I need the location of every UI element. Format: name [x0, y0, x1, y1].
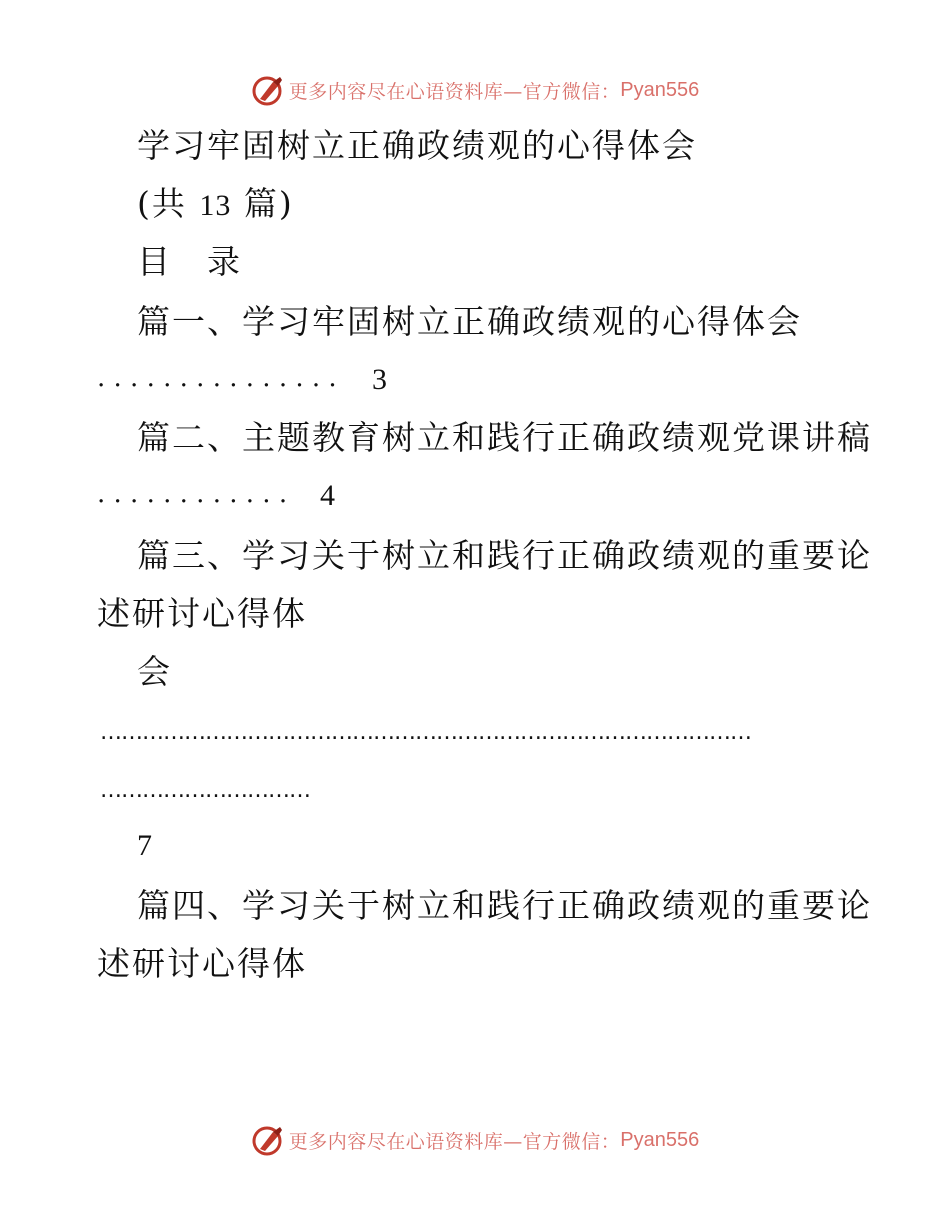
count-close: 篇) [243, 184, 294, 223]
toc-entry-1-leader: . . . . . . . . . . . . . . . [97, 363, 337, 393]
watermark-text: 更多内容尽在心语资料库—官方微信： [288, 1130, 621, 1153]
watermark-wechat-id: Pyan556 [620, 78, 700, 101]
toc-entry-3-leader-line2: ………………………… [100, 778, 310, 803]
pen-nib-circle-icon [251, 1123, 285, 1157]
watermark-wechat-id: Pyan556 [620, 1128, 700, 1151]
toc-entry-1-label: 篇一、学习牢固树立正确政绩观的心得体会 [137, 302, 802, 341]
toc-entry-2-label: 篇二、主题教育树立和践行正确政绩观党课讲稿 [137, 418, 872, 457]
article-count [137, 184, 294, 226]
toc-entry-4-label-line1: 篇四、学习关于树立和践行正确政绩观的重要论 [137, 886, 872, 925]
toc-entry-3-label-line3: 会 [137, 652, 172, 691]
toc-entry-3-label-line1: 篇三、学习关于树立和践行正确政绩观的重要论 [137, 536, 872, 575]
toc-entry-4-label-line2: 述研讨心得体 [97, 944, 307, 983]
watermark-bottom [0, 1120, 950, 1160]
watermark-top [0, 70, 950, 110]
toc-entry-2-page: 4 [320, 479, 335, 512]
count-open: (共 [137, 184, 187, 223]
toc-entry-1-page: 3 [372, 363, 387, 396]
toc-entry-2-leader: . . . . . . . . . . . . [97, 479, 288, 509]
toc-entry-3-leader-line1: ………………………………………………………………………………… [100, 720, 751, 745]
toc-entry-3-page: 7 [137, 829, 152, 862]
toc-entry-3-label-line2: 述研讨心得体 [97, 594, 307, 633]
toc-heading: 目 录 [137, 242, 242, 281]
watermark-text: 更多内容尽在心语资料库—官方微信： [288, 80, 621, 103]
document-title: 学习牢固树立正确政绩观的心得体会 [137, 126, 697, 165]
count-number: 13 [199, 189, 232, 222]
pen-nib-circle-icon [251, 73, 285, 107]
